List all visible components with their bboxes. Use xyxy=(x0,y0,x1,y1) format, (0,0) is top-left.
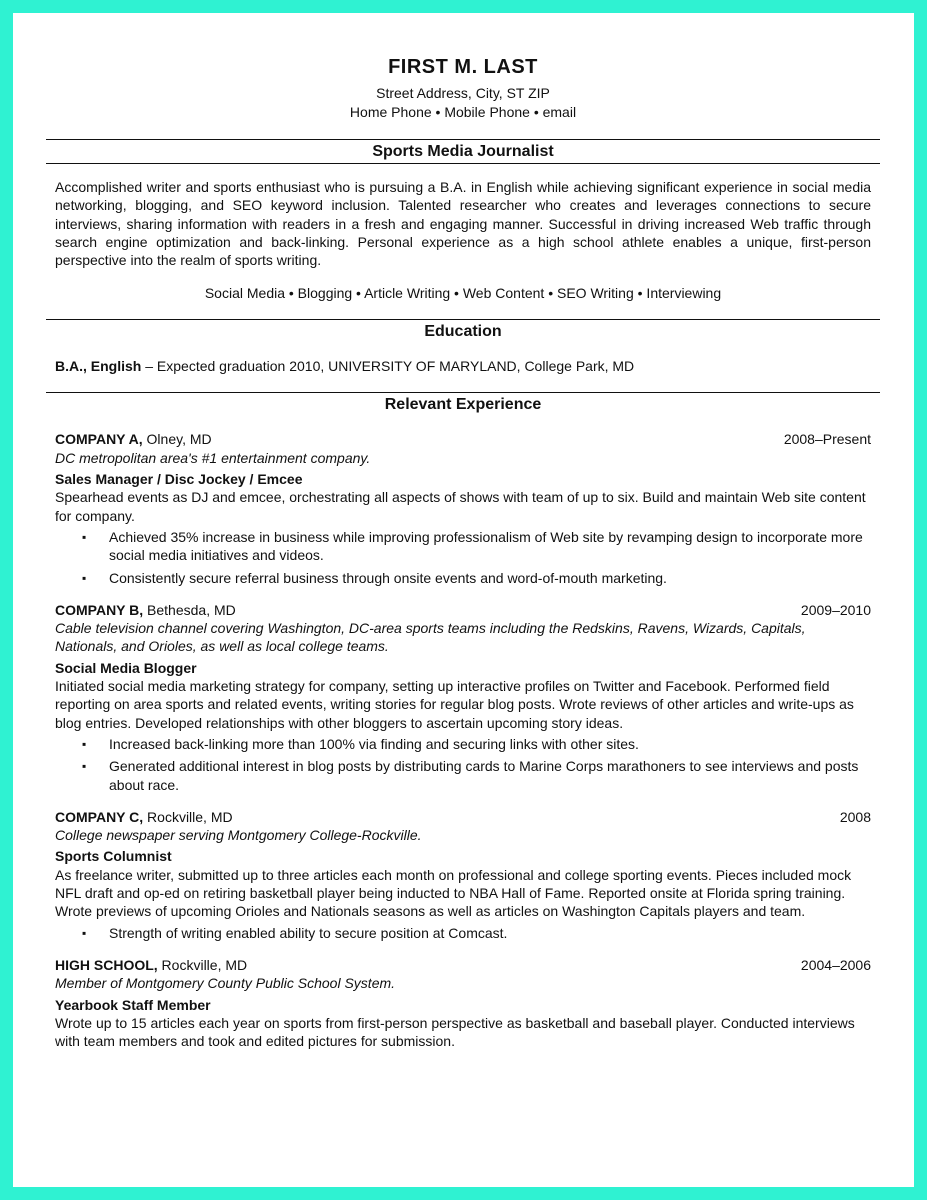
divider-objective xyxy=(46,163,880,164)
job-summary: Initiated social media marketing strategy for company, setting up interactive profiles on Twitter and Facebook. Performed field reporting on area sports and related events, writing stories for regular blog posts. Wrote reviews of other articles and write-ups as blog entries. Developed relationships with other bloggers to ascertain upcoming story ideas. xyxy=(55,678,854,731)
achievement-text: Achieved 35% increase in business while improving professionalism of Web site by revamping design to incorporate more social media initiatives and videos. xyxy=(109,528,863,564)
job-title: Yearbook Staff Member xyxy=(55,996,211,1013)
achievement-list xyxy=(55,528,871,587)
achievement-text: Generated additional interest in blog posts by distributing cards to Marine Corps marathoners to see interviews and posts about race. xyxy=(109,758,859,793)
experience-title: Relevant Experience xyxy=(384,396,542,414)
list-item xyxy=(55,757,871,794)
company-location: Rockville, MD xyxy=(157,956,248,973)
street-address: Street Address, City, ST ZIP xyxy=(376,85,550,101)
list-item xyxy=(55,735,871,753)
job-title: Sales Manager / Disc Jockey / Emcee xyxy=(55,471,303,488)
company-line xyxy=(55,956,247,974)
divider-education xyxy=(46,319,880,320)
bullet-icon: ▪ xyxy=(82,759,87,774)
company-line xyxy=(55,808,233,826)
list-item xyxy=(55,924,871,942)
bullet-icon: ▪ xyxy=(82,570,87,585)
job-entry xyxy=(55,956,871,1050)
company-description: Member of Montgomery County Public School System. xyxy=(55,975,396,992)
divider-experience xyxy=(46,392,880,393)
bullet-icon: ▪ xyxy=(82,736,87,751)
education-details: – Expected graduation 2010, UNIVERSITY OF MARYLAND, College Park, MD xyxy=(141,358,635,375)
company-line xyxy=(55,601,236,619)
objective-title: Sports Media Journalist xyxy=(372,143,554,160)
company-location: Olney, MD xyxy=(142,431,212,448)
company-name: COMPANY A, xyxy=(55,431,143,448)
education-title: Education xyxy=(424,323,502,341)
achievement-text: Increased back-linking more than 100% via finding and securing links with other sites. xyxy=(109,735,639,752)
job-dates: 2009–2010 xyxy=(800,601,871,618)
company-line xyxy=(55,430,212,448)
company-location: Rockville, MD xyxy=(143,808,233,825)
company-name: COMPANY B, xyxy=(55,601,144,618)
job-title: Social Media Blogger xyxy=(55,659,197,676)
company-name: COMPANY C, xyxy=(55,808,144,825)
achievement-text: Consistently secure referral business through onsite events and word-of-mouth marketing. xyxy=(109,569,667,586)
bullet-icon: ▪ xyxy=(82,925,87,940)
job-dates: 2004–2006 xyxy=(800,956,871,973)
list-item xyxy=(55,569,871,587)
job-summary: Spearhead events as DJ and emcee, orchestrating all aspects of shows with team of up to six. Build and maintain Web site content for company. xyxy=(55,489,866,524)
bullet-icon: ▪ xyxy=(82,529,87,544)
job-dates: 2008 xyxy=(839,808,871,825)
job-entry xyxy=(55,430,871,586)
job-dates: 2008–Present xyxy=(783,431,871,448)
job-title: Sports Columnist xyxy=(55,848,172,865)
job-summary: Wrote up to 15 articles each year on sports from first-person perspective as basketball and baseball player. Conducted interviews with team members and took and edited pictures for submission. xyxy=(55,1014,855,1050)
achievement-list xyxy=(55,924,871,942)
education-entry xyxy=(55,357,871,375)
contact-line: Home Phone • Mobile Phone • email xyxy=(349,104,577,120)
achievement-list xyxy=(55,735,871,794)
candidate-name: FIRST M. LAST xyxy=(388,56,538,78)
divider-top xyxy=(46,139,880,140)
company-description: Cable television channel covering Washington, DC-area sports teams including the Redskins, Ravens, Wizards, Capitals, Nationals, and Orioles, as well as local college teams. xyxy=(55,620,806,655)
job-entry xyxy=(55,601,871,794)
job-entry xyxy=(55,808,871,942)
company-name: HIGH SCHOOL, xyxy=(55,956,158,973)
skills-line: Social Media • Blogging • Article Writing • Web Content • SEO Writing • Interviewing xyxy=(204,285,722,302)
job-summary: As freelance writer, submitted up to three articles each month on professional and college sporting events. Pieces included mock NFL draft and op-ed on retiring basketball player being inducted to NBA Hall of Fame. Reported onsite at Florida spring training. Wrote previews of upcoming Orioles and Nationals seasons as well as articles on Washington Capitals players and team. xyxy=(55,866,852,920)
professional-summary: Accomplished writer and sports enthusiast who is pursuing a B.A. in English while achieving significant experience in social media networking, blogging, and SEO keyword inclusion. Talented researcher who creates and leverages connections to secure interviews, sharing information with readers in a fresh and engaging manner. Successful in driving increased Web traffic through search engine optimization and back-linking. Personal experience as a high school athlete enables a unique, first-person perspective into the realm of sports writing. xyxy=(55,179,871,269)
list-item xyxy=(55,528,871,565)
degree: B.A., English xyxy=(55,358,142,375)
company-location: Bethesda, MD xyxy=(143,601,236,618)
company-description: DC metropolitan area's #1 entertainment company. xyxy=(55,449,371,466)
resume-document xyxy=(46,54,880,1050)
achievement-text: Strength of writing enabled ability to secure position at Comcast. xyxy=(109,924,508,941)
company-description: College newspaper serving Montgomery College-Rockville. xyxy=(55,827,422,844)
